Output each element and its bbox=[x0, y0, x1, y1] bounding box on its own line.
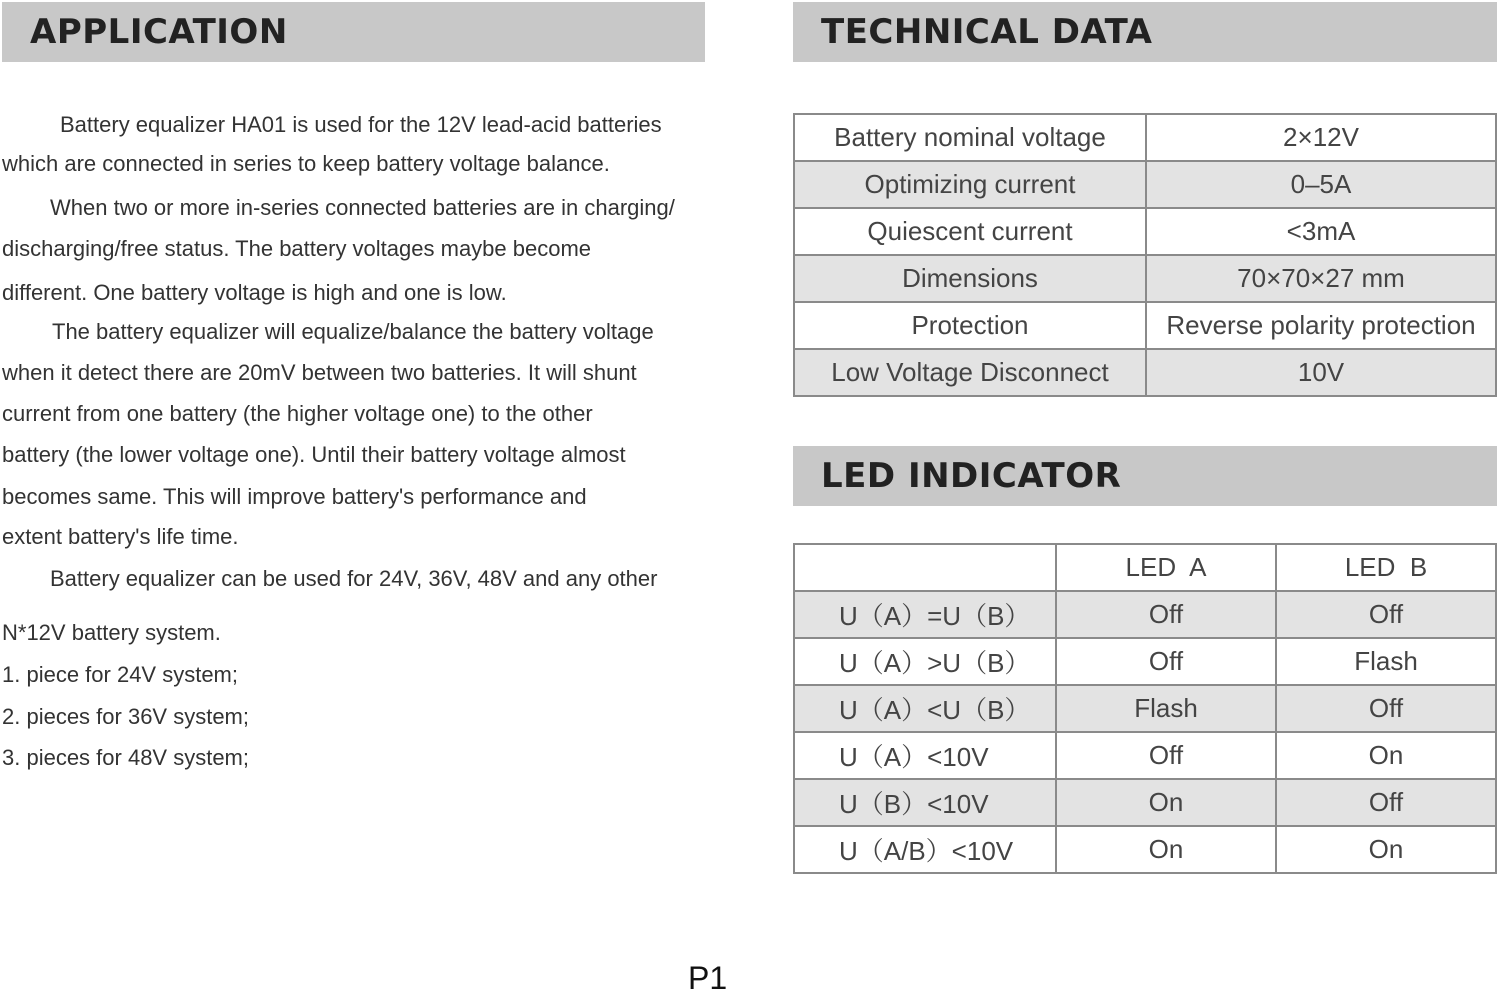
app-line: which are connected in series to keep battery voltage balance. bbox=[2, 151, 610, 176]
led-indicator-heading: LED INDICATOR bbox=[821, 456, 1122, 496]
led-b-cell: Off bbox=[1276, 779, 1496, 826]
technical-data-heading: TECHNICAL DATA bbox=[821, 12, 1153, 52]
app-line: 1. piece for 24V system; bbox=[2, 662, 238, 687]
page-number: P1 bbox=[688, 960, 728, 996]
led-indicator-table bbox=[793, 543, 1497, 874]
condition-cell: U（A）<10V bbox=[794, 732, 1056, 779]
led-b-cell: Off bbox=[1276, 591, 1496, 638]
app-line: When two or more in-series connected batteries are in charging/ bbox=[50, 195, 675, 220]
app-line: different. One battery voltage is high and one is low. bbox=[2, 280, 507, 305]
table-row bbox=[794, 114, 1496, 161]
led-a-cell: On bbox=[1056, 826, 1276, 873]
app-line: when it detect there are 20mV between two batteries. It will shunt bbox=[2, 360, 637, 385]
table-row bbox=[794, 208, 1496, 255]
spec-value: 70×70×27 mm bbox=[1146, 255, 1496, 302]
table-row bbox=[794, 591, 1496, 638]
table-row bbox=[794, 255, 1496, 302]
spec-label: Battery nominal voltage bbox=[794, 114, 1146, 161]
led-a-cell: On bbox=[1056, 779, 1276, 826]
led-a-cell: Off bbox=[1056, 732, 1276, 779]
column-header-led-b: LED B bbox=[1276, 544, 1496, 591]
table-row bbox=[794, 779, 1496, 826]
led-b-cell: Flash bbox=[1276, 638, 1496, 685]
spec-value: 0–5A bbox=[1146, 161, 1496, 208]
column-header bbox=[794, 544, 1056, 591]
app-line: extent battery's life time. bbox=[2, 524, 239, 549]
condition-cell: U（A）>U（B） bbox=[794, 638, 1056, 685]
table-row bbox=[794, 161, 1496, 208]
app-line: 2. pieces for 36V system; bbox=[2, 704, 249, 729]
column-header-led-a: LED A bbox=[1056, 544, 1276, 591]
spec-value: Reverse polarity protection bbox=[1146, 302, 1496, 349]
spec-label: Dimensions bbox=[794, 255, 1146, 302]
technical-data-banner bbox=[793, 2, 1497, 62]
spec-value: 10V bbox=[1146, 349, 1496, 396]
table-header-row bbox=[794, 544, 1496, 591]
led-indicator-banner bbox=[793, 446, 1497, 506]
application-banner bbox=[2, 2, 705, 62]
app-line: current from one battery (the higher voltage one) to the other bbox=[2, 401, 593, 426]
led-a-cell: Off bbox=[1056, 638, 1276, 685]
table-row bbox=[794, 302, 1496, 349]
app-line: battery (the lower voltage one). Until their battery voltage almost bbox=[2, 442, 626, 467]
led-a-cell: Off bbox=[1056, 591, 1276, 638]
condition-cell: U（A）<U（B） bbox=[794, 685, 1056, 732]
app-line: Battery equalizer HA01 is used for the 12V lead-acid batteries bbox=[60, 112, 662, 137]
led-a-cell: Flash bbox=[1056, 685, 1276, 732]
spec-value: 2×12V bbox=[1146, 114, 1496, 161]
app-line: Battery equalizer can be used for 24V, 36V, 48V and any other bbox=[50, 566, 658, 591]
spec-label: Quiescent current bbox=[794, 208, 1146, 255]
led-b-cell: Off bbox=[1276, 685, 1496, 732]
table-row bbox=[794, 349, 1496, 396]
app-line: The battery equalizer will equalize/balance the battery voltage bbox=[52, 319, 654, 344]
app-line: N*12V battery system. bbox=[2, 620, 221, 645]
table-row bbox=[794, 638, 1496, 685]
app-line: discharging/free status. The battery voltages maybe become bbox=[2, 236, 592, 261]
table-row bbox=[794, 732, 1496, 779]
condition-cell: U（A）=U（B） bbox=[794, 591, 1056, 638]
spec-label: Protection bbox=[794, 302, 1146, 349]
condition-cell: U（A/B）<10V bbox=[794, 826, 1056, 873]
table-row bbox=[794, 685, 1496, 732]
app-line: 3. pieces for 48V system; bbox=[2, 745, 249, 770]
spec-value: <3mA bbox=[1146, 208, 1496, 255]
led-b-cell: On bbox=[1276, 732, 1496, 779]
led-b-cell: On bbox=[1276, 826, 1496, 873]
spec-label: Low Voltage Disconnect bbox=[794, 349, 1146, 396]
application-heading: APPLICATION bbox=[30, 12, 288, 52]
app-line: becomes same. This will improve battery's performance and bbox=[2, 484, 587, 509]
technical-data-table bbox=[793, 113, 1497, 397]
condition-cell: U（B）<10V bbox=[794, 779, 1056, 826]
table-row bbox=[794, 826, 1496, 873]
spec-label: Optimizing current bbox=[794, 161, 1146, 208]
